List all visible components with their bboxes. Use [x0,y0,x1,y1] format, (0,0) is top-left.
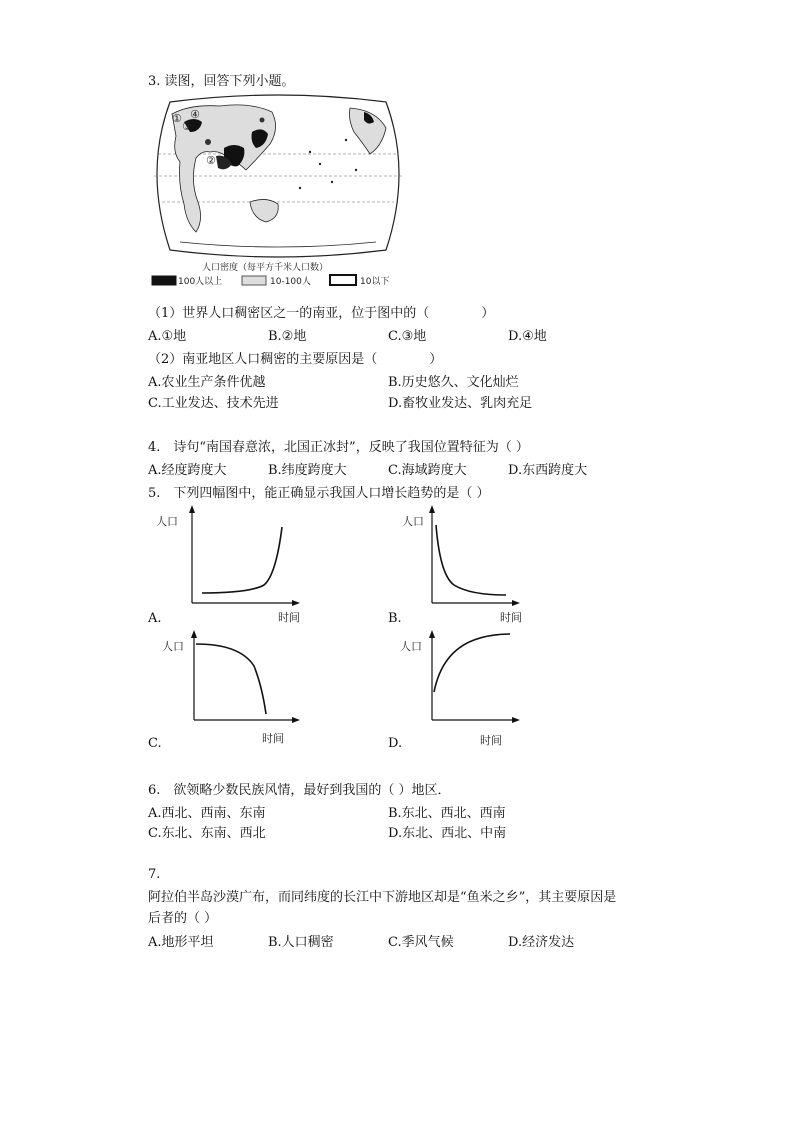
q6-stem: 6. 欲领略少数民族风情，最好到我国的（ ）地区． [148,783,451,798]
q3-sub1-option-d[interactable]: D.④地 [508,329,547,344]
q5-stem: 5. 下列四幅图中，能正确显示我国人口增长趋势的是（ ） [148,486,490,501]
graph-a-xlabel: 时间 [278,611,300,624]
q3-sub1-stem: （1）世界人口稠密区之一的南亚，位于图中的（ ） [148,306,495,321]
q3-sub1-option-c[interactable]: C.③地 [388,329,427,344]
q6-option-c[interactable]: C.东北、东南、西北 [148,826,266,841]
graph-a-curve [202,527,282,593]
q4-option-a[interactable]: A.经度跨度大 [148,463,227,478]
map-legend-title: 人口密度（每平方千米人口数） [202,263,329,273]
region-label-4: ④ [190,108,200,121]
graph-b[interactable] [390,505,540,625]
q3-sub2-option-b[interactable]: B.历史悠久、文化灿烂 [388,375,519,390]
q3-sub2-option-a[interactable]: A.农业生产条件优越 [148,375,266,390]
q3-sub1-option-b[interactable]: B.②地 [268,329,307,344]
region-label-2: ② [206,154,216,167]
q7-stem-line1: 阿拉伯半岛沙漠广布，而同纬度的长江中下游地区却是“鱼米之乡”，其主要原因是 [148,890,617,905]
q6-option-d[interactable]: D.东北、西北、中南 [388,826,507,841]
graph-b-ylabel: 人口 [402,515,424,528]
graph-c-ylabel: 人口 [162,640,184,653]
region-label-3: ③ [182,120,192,133]
region-label-1: ① [172,112,182,125]
q3-sub2-option-c[interactable]: C.工业发达、技术先进 [148,396,279,411]
graph-a-letter[interactable]: A. [148,611,162,626]
q7-number: 7. [148,867,161,882]
graph-c[interactable] [150,630,300,748]
graph-d-curve [434,634,510,692]
q4-option-c[interactable]: C.海域跨度大 [388,463,467,478]
graph-d-xlabel: 时间 [480,734,502,747]
q7-stem-line2: 后者的（ ） [148,911,218,926]
q3-stem: 3. 读图，回答下列小题。 [148,74,295,89]
q7-option-b[interactable]: B.人口稠密 [268,935,334,950]
graph-d[interactable] [390,630,540,748]
graph-c-xlabel: 时间 [262,732,284,745]
q7-option-a[interactable]: A.地形平坦 [148,935,214,950]
world-population-map [150,92,406,292]
q6-option-a[interactable]: A.西北、西南、东南 [148,806,266,821]
q6-option-b[interactable]: B.东北、西北、西南 [388,806,506,821]
q3-sub1-option-a[interactable]: A.①地 [148,329,187,344]
graph-a-ylabel: 人口 [156,515,178,528]
graph-b-curve [436,525,506,595]
graph-c-letter[interactable]: C. [148,736,162,751]
graph-c-curve [196,644,266,714]
legend-item-low: 10以下 [360,277,390,287]
graph-d-letter[interactable]: D. [388,736,403,751]
q3-sub2-stem: （2）南亚地区人口稠密的主要原因是（ ） [148,352,443,367]
q3-sub2-option-d[interactable]: D.畜牧业发达、乳肉充足 [388,396,533,411]
q4-option-b[interactable]: B.纬度跨度大 [268,463,347,478]
q7-option-c[interactable]: C.季风气候 [388,935,454,950]
q4-option-d[interactable]: D.东西跨度大 [508,463,588,478]
legend-item-mid: 10-100人 [270,277,311,287]
legend-item-high: 100人以上 [178,277,223,287]
graph-b-letter[interactable]: B. [388,611,402,626]
q4-stem: 4. 诗句“南国春意浓，北国正冰封”，反映了我国位置特征为（ ） [148,440,529,455]
graph-d-ylabel: 人口 [400,640,422,653]
graph-a[interactable] [150,505,300,625]
graph-b-xlabel: 时间 [500,611,522,624]
q7-option-d[interactable]: D.经济发达 [508,935,575,950]
